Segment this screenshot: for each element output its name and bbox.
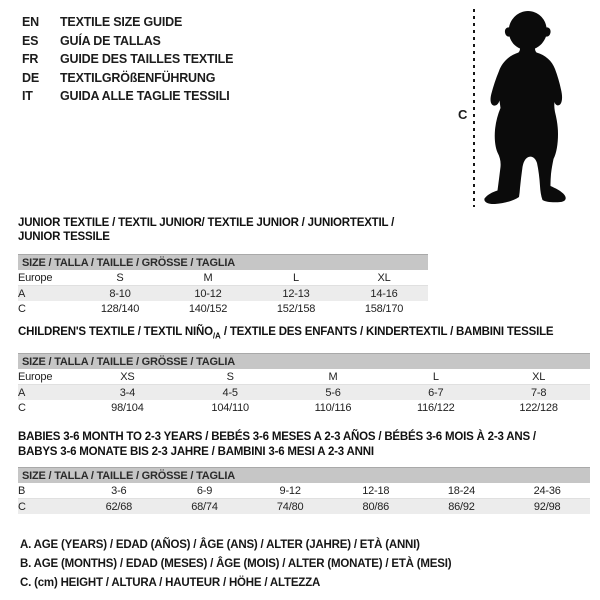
title-line-2: BABYS 3-6 MONATE BIS 2-3 JAHRE / BAMBINI 3-6 MESI A 2-3 ANNI: [18, 446, 374, 458]
section-title: JUNIOR TEXTILE / TEXTIL JUNIOR/ TEXTILE JUNIOR / JUNIORTEXTIL / JUNIOR TESSILE: [18, 217, 395, 243]
language-row-fr: [22, 50, 233, 69]
row-label-cell: C: [18, 499, 76, 515]
table-row-c: [18, 301, 428, 316]
table-row-c: [18, 499, 590, 515]
language-row-de: [22, 69, 233, 88]
section-children-textile: [18, 325, 590, 415]
table-row-a: [18, 385, 590, 401]
height-measure-dotted-line: [473, 9, 475, 207]
children-size-table: [18, 353, 590, 415]
value-cell: 6-7: [384, 385, 487, 401]
title-subscript: /A: [212, 331, 221, 341]
height-measure-label: C: [458, 107, 468, 122]
legend-notes: [20, 536, 451, 593]
language-list: [22, 13, 233, 106]
region-label-cell: Europe: [18, 370, 53, 383]
value-cell: 7-8: [487, 385, 590, 401]
col-header-cell: L: [432, 370, 439, 383]
value-cell: 14-16: [340, 286, 428, 302]
value-cell: 12-13: [252, 286, 340, 302]
size-header-cell: SIZE / TALLA / TAILLE / GRÖSSE / TAGLIA: [18, 468, 590, 484]
value-cell: 9-12: [279, 484, 301, 497]
column-header-row: [18, 369, 590, 385]
value-cell: 10-12: [164, 286, 252, 302]
language-code: IT: [22, 89, 33, 103]
value-cell: 158/170: [364, 302, 404, 315]
row-label-cell: B: [18, 484, 26, 497]
value-cell: 140/152: [188, 302, 228, 315]
col-header-cell: M: [328, 370, 338, 383]
col-header-cell: L: [293, 271, 299, 284]
language-code: EN: [22, 15, 39, 29]
size-header-cell: SIZE / TALLA / TAILLE / GRÖSSE / TAGLIA: [18, 354, 590, 370]
col-header-cell: XL: [377, 271, 391, 284]
language-title: GUIDE DES TAILLES TEXTILE: [60, 52, 234, 66]
value-cell: 110/116: [314, 401, 352, 414]
language-row-it: [22, 87, 233, 106]
language-title: TEXTILGRÖßENFÜHRUNG: [60, 70, 216, 85]
language-title: GUÍA DE TALLAS: [60, 33, 161, 48]
col-header-cell: S: [226, 370, 234, 383]
value-cell: 104/110: [211, 401, 249, 414]
value-cell: 68/74: [162, 499, 248, 515]
value-cell: 6-9: [196, 484, 213, 497]
section-title: [18, 430, 590, 460]
row-label-cell: A: [18, 286, 76, 302]
language-row-es: [22, 32, 233, 51]
table-row-b: [18, 483, 590, 499]
value-cell: 62/68: [76, 499, 162, 515]
value-cell: 8-10: [76, 286, 164, 302]
note-height-cm: C. (cm) HEIGHT / ALTURA / HAUTEUR / HÖHE / ALTEZZA: [20, 577, 321, 589]
language-code: ES: [22, 33, 39, 48]
language-title: TEXTILE SIZE GUIDE: [60, 15, 183, 29]
col-header-cell: XS: [120, 370, 135, 383]
value-cell: 80/86: [333, 499, 419, 515]
size-header-row: [18, 354, 590, 370]
value-cell: 24-36: [533, 484, 561, 497]
section-title: [18, 325, 590, 343]
col-header-cell: XL: [532, 370, 546, 383]
table-row-a: [18, 286, 428, 302]
value-cell: 86/92: [419, 499, 505, 515]
size-header-row: [18, 255, 428, 271]
value-cell: 18-24: [447, 484, 476, 497]
title-part: CHILDREN'S TEXTILE / TEXTIL NIÑO: [18, 326, 213, 338]
col-header-cell: S: [116, 271, 124, 284]
section-junior-textile: [18, 216, 428, 316]
column-header-row: [18, 270, 428, 286]
language-title: GUIDA ALLE TAGLIE TESSILI: [60, 89, 230, 103]
size-header-row: [18, 468, 590, 484]
value-cell: 92/98: [504, 499, 590, 515]
section-babies-textile: [18, 430, 590, 514]
value-cell: 122/128: [519, 401, 558, 414]
table-row-c: [18, 400, 590, 415]
row-label-cell: C: [18, 302, 26, 315]
baby-silhouette-icon: [482, 8, 592, 208]
value-cell: 4-5: [179, 385, 282, 401]
title-part: / TEXTILE DES ENFANTS / KINDERTEXTIL / BAMBINI TESSILE: [220, 326, 554, 338]
value-cell: 98/104: [111, 401, 144, 414]
babies-size-table: [18, 467, 590, 514]
language-code: FR: [22, 52, 39, 66]
note-age-years: A. AGE (YEARS) / EDAD (AÑOS) / ÂGE (ANS) / ALTER (JAHRE) / ETÀ (ANNI): [20, 539, 420, 551]
col-header-cell: M: [203, 271, 213, 284]
title-line-1: BABIES 3-6 MONTH TO 2-3 YEARS / BEBÉS 3-6 MESES A 2-3 AÑOS / BÉBÉS 3-6 MOIS À 2-3 ANS /: [18, 431, 536, 443]
value-cell: 12-18: [362, 484, 390, 497]
value-cell: 116/122: [417, 401, 455, 414]
value-cell: 152/158: [276, 302, 316, 315]
value-cell: 3-6: [111, 484, 127, 497]
size-header-cell: SIZE / TALLA / TAILLE / GRÖSSE / TAGLIA: [18, 255, 428, 271]
row-label-cell: A: [18, 385, 76, 401]
value-cell: 74/80: [247, 499, 333, 515]
value-cell: 5-6: [282, 385, 385, 401]
language-row-en: [22, 13, 233, 32]
value-cell: 3-4: [76, 385, 179, 401]
region-label-cell: Europe: [18, 271, 53, 284]
junior-size-table: [18, 254, 428, 316]
note-age-months: B. AGE (MONTHS) / EDAD (MESES) / ÂGE (MOIS) / ALTER (MONATE) / ETÀ (MESI): [20, 558, 452, 570]
row-label-cell: C: [18, 401, 26, 414]
language-code: DE: [22, 70, 39, 85]
value-cell: 128/140: [100, 302, 140, 315]
